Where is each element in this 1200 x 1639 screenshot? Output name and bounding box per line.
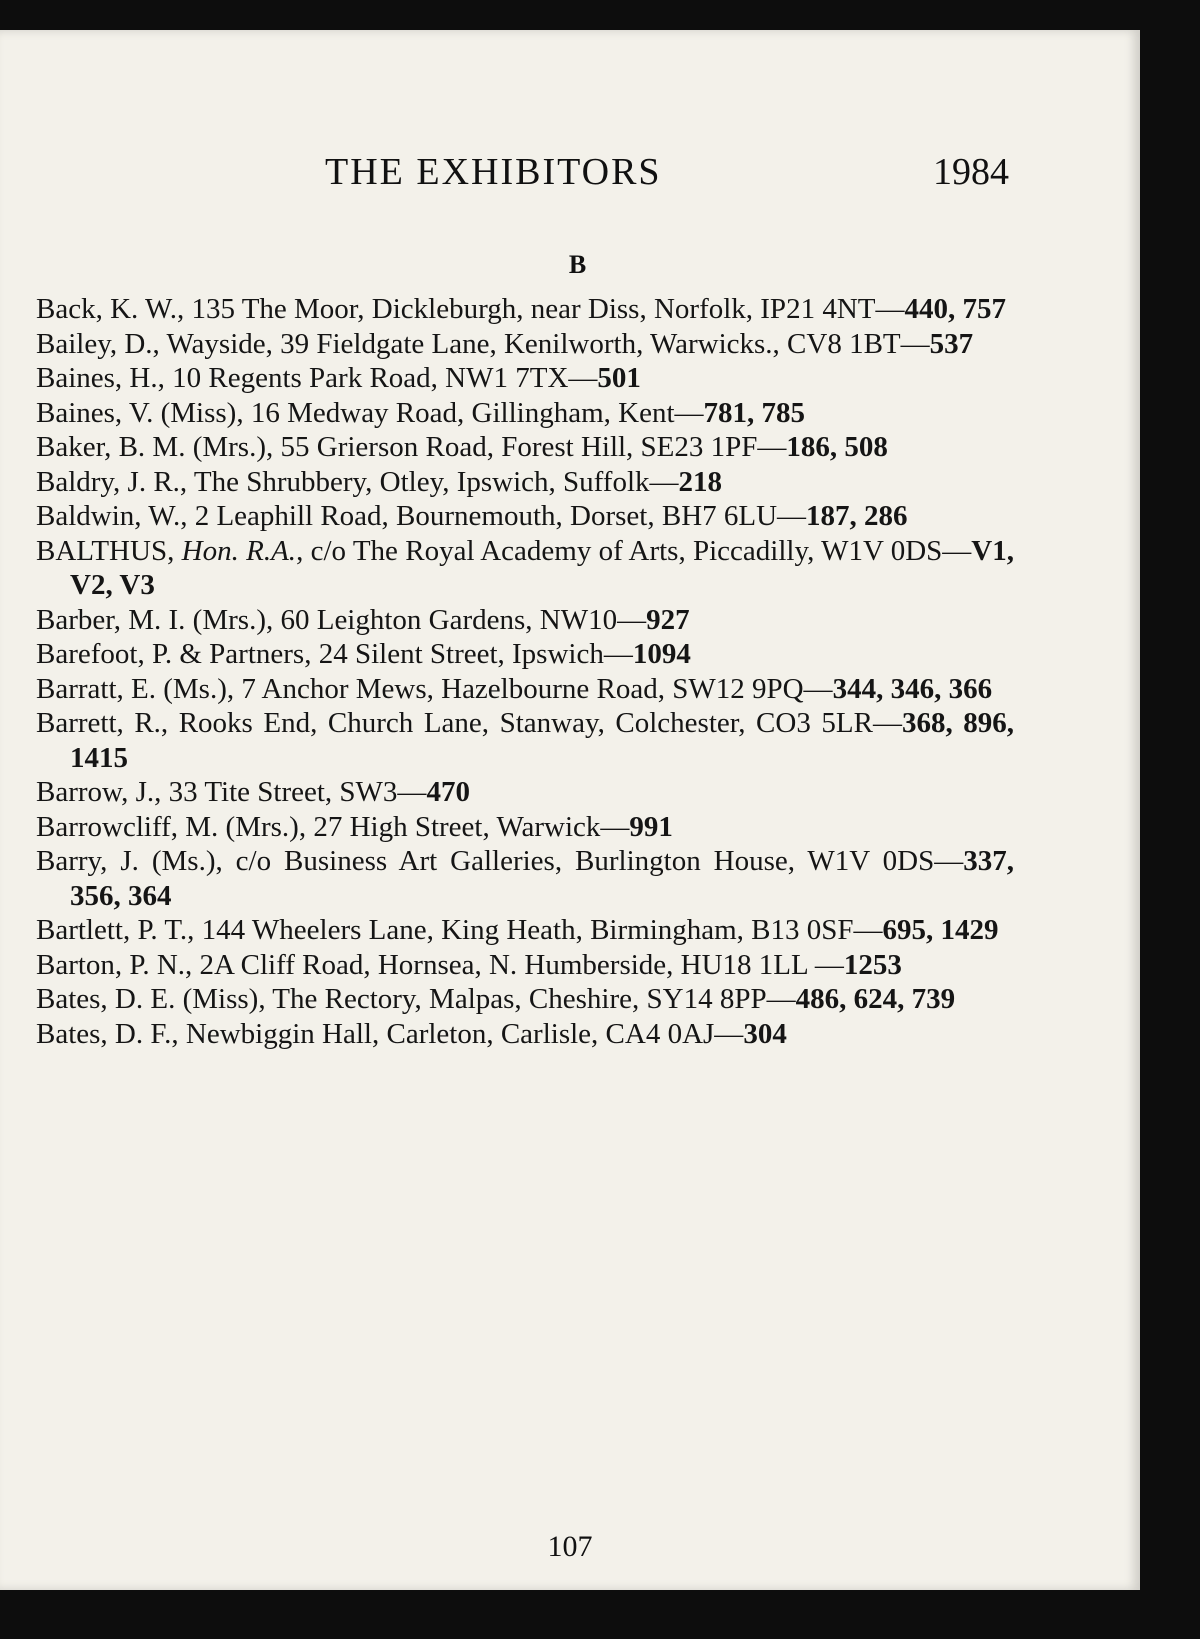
exhibit-numbers: 470 [426, 776, 470, 808]
exhibitor-entry [36, 810, 1014, 845]
exhibitor-title: Hon. R.A. [181, 534, 297, 567]
exhibit-numbers: 501 [597, 362, 641, 394]
exhibitor-entry [36, 844, 1014, 913]
exhibit-numbers: 1253 [843, 948, 902, 981]
exhibitor-entry [36, 396, 1014, 431]
exhibitor-entry [36, 913, 1014, 948]
exhibitor-name: BALTHUS, [36, 534, 182, 567]
exhibitor-entry [36, 465, 1014, 500]
exhibitor-entry [36, 775, 1014, 810]
exhibitor-entry [36, 706, 1014, 775]
exhibitor-entry [36, 948, 1014, 983]
exhibit-numbers: 368, 896, 1415 [70, 707, 1015, 774]
exhibitor-address: Bates, D. F., Newbiggin Hall, Carleton, Carlisle, CA4 0AJ— [36, 1017, 744, 1050]
exhibitor-entry [36, 637, 1014, 672]
exhibitor-entry [36, 327, 1014, 362]
exhibitor-entry [36, 603, 1014, 638]
exhibitor-address: Bailey, D., Wayside, 39 Fieldgate Lane, Kenilworth, Warwicks., CV8 1BT— [36, 327, 930, 360]
exhibitor-entry [36, 499, 1014, 534]
exhibitor-address: Barry, J. (Ms.), c/o Business Art Galleries, Burlington House, W1V 0DS— [36, 845, 964, 877]
exhibitor-address: Barefoot, P. & Partners, 24 Silent Street, Ipswich— [36, 638, 633, 670]
exhibitor-address: Barratt, E. (Ms.), 7 Anchor Mews, Hazelbourne Road, SW12 9PQ— [36, 672, 833, 705]
exhibitor-entry [36, 430, 1014, 465]
page-number: 107 [547, 1530, 593, 1563]
exhibitor-entry [36, 292, 1014, 327]
exhibitor-address: Baker, B. M. (Mrs.), 55 Grierson Road, Forest Hill, SE23 1PF— [36, 431, 787, 463]
section-letter: B [568, 250, 587, 279]
exhibitor-entry [36, 672, 1014, 707]
exhibitor-entry [36, 982, 1014, 1017]
exhibitor-address: Baines, V. (Miss), 16 Medway Road, Gillingham, Kent— [36, 396, 704, 429]
exhibitor-address: Barrett, R., Rooks End, Church Lane, Stanway, Colchester, CO3 5LR— [36, 707, 902, 739]
exhibitor-address: Bartlett, P. T., 144 Wheelers Lane, King Heath, Birmingham, B13 0SF— [36, 914, 883, 946]
exhibitor-entry [36, 1017, 1014, 1052]
exhibit-numbers: 186, 508 [786, 431, 888, 463]
book-page [0, 30, 1140, 1590]
exhibitor-address: Baines, H., 10 Regents Park Road, NW1 7TX— [36, 362, 598, 394]
exhibit-numbers: 781, 785 [703, 396, 805, 429]
exhibit-numbers: 537 [929, 327, 974, 360]
page-year: 1984 [933, 151, 1009, 193]
exhibitor-address: Bates, D. E. (Miss), The Rectory, Malpas, Cheshire, SY14 8PP— [36, 983, 796, 1015]
exhibitor-address: Baldry, J. R., The Shrubbery, Otley, Ipswich, Suffolk— [36, 465, 679, 498]
exhibitor-entry [36, 361, 1014, 396]
exhibit-numbers: 337, 356, 364 [70, 845, 1014, 912]
exhibit-numbers: 1094 [632, 638, 691, 670]
exhibitor-entry [36, 534, 1014, 603]
exhibit-numbers: 440, 757 [904, 293, 1006, 325]
exhibitor-address: Barrowcliff, M. (Mrs.), 27 High Street, Warwick— [36, 810, 630, 843]
exhibit-numbers: V1, V2, V3 [70, 534, 1014, 601]
page-title: THE EXHIBITORS [325, 151, 662, 193]
exhibit-numbers: 344, 346, 366 [832, 672, 993, 705]
exhibit-numbers: 927 [646, 603, 690, 636]
exhibitor-list [36, 292, 1014, 1051]
exhibitor-address: Baldwin, W., 2 Leaphill Road, Bournemouth, Dorset, BH7 6LU— [36, 500, 807, 532]
exhibit-numbers: 695, 1429 [882, 914, 999, 946]
exhibit-numbers: 486, 624, 739 [795, 983, 956, 1015]
exhibit-numbers: 991 [629, 810, 673, 843]
exhibitor-address: Back, K. W., 135 The Moor, Dickleburgh, near Diss, Norfolk, IP21 4NT— [36, 293, 905, 325]
exhibit-numbers: 304 [743, 1017, 787, 1050]
exhibit-numbers: 218 [678, 465, 723, 498]
exhibitor-address: , c/o The Royal Academy of Arts, Piccadilly, W1V 0DS— [296, 534, 972, 567]
page-header [0, 150, 1140, 200]
exhibitor-address: Barrow, J., 33 Tite Street, SW3— [36, 776, 427, 808]
exhibitor-address: Barton, P. N., 2A Cliff Road, Hornsea, N. Humberside, HU18 1LL — [36, 948, 844, 981]
exhibitor-address: Barber, M. I. (Mrs.), 60 Leighton Gardens, NW10— [36, 603, 647, 636]
exhibit-numbers: 187, 286 [806, 500, 908, 532]
